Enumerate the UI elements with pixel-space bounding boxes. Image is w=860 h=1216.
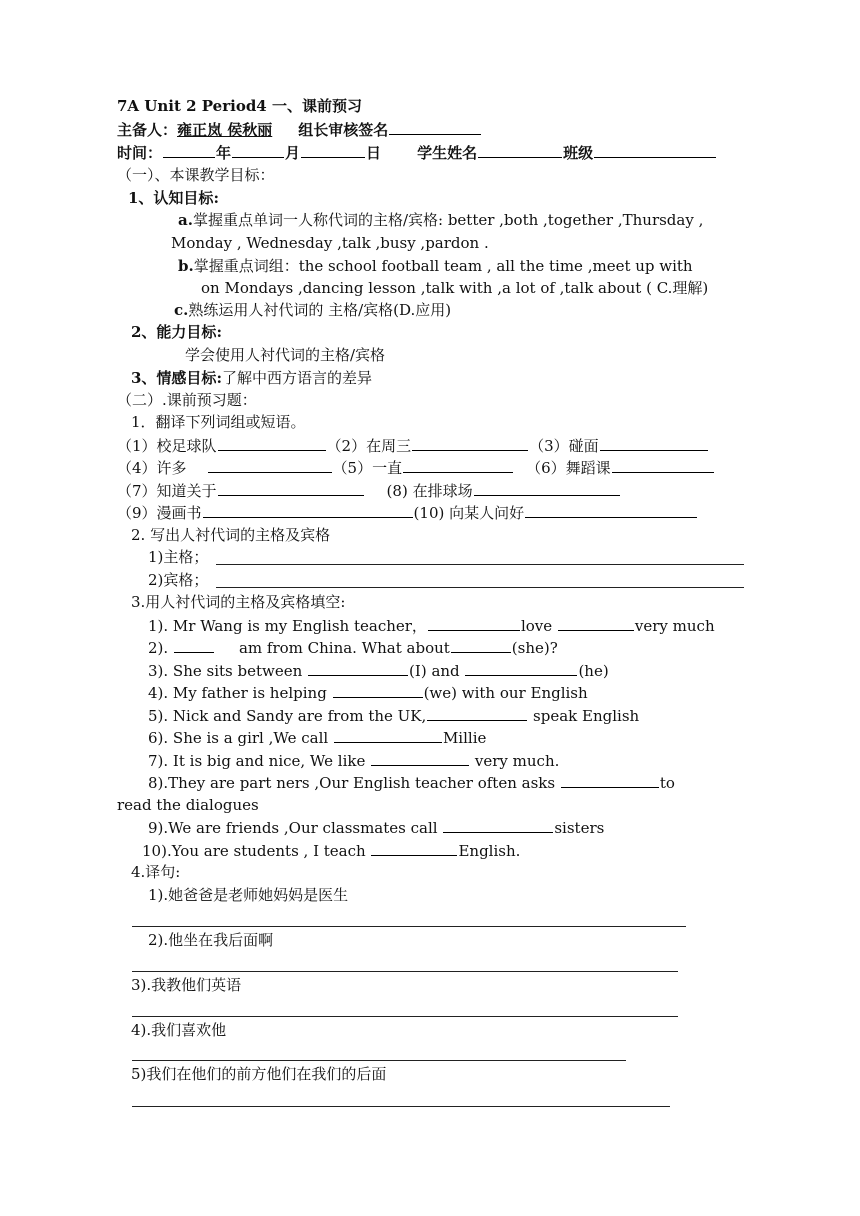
fill-item: 1). Mr Wang is my English teacher， love very much <box>148 617 715 635</box>
sentence-item: 1).她爸爸是老师她妈妈是医生 <box>148 886 349 904</box>
preparer-label: 主备人： <box>117 121 178 139</box>
subject-case-answer-line[interactable] <box>216 564 744 565</box>
goal-a: a.掌握重点单词一人称代词的主格/宾格: better ,both ,together ,Thursday , <box>178 211 704 229</box>
month-label: 月 <box>285 144 301 162</box>
q4-title: 4.译句: <box>131 863 181 881</box>
preview-heading: （二）.课前预习题： <box>117 391 257 409</box>
phrase-row <box>117 435 709 456</box>
goals-heading: （一）、本课教学目标： <box>117 166 275 184</box>
sentence-item: 2).他坐在我后面啊 <box>148 931 274 949</box>
fill-blank[interactable] <box>443 817 553 833</box>
phrase-label: （6）舞蹈课 <box>526 459 611 477</box>
phrase-label: (10) 向某人问好 <box>413 504 525 522</box>
phrase-row <box>117 502 698 523</box>
phrase-blank[interactable] <box>412 435 528 451</box>
fill-blank[interactable] <box>561 772 659 788</box>
preparer-names: 雍正岚 侯秋丽 <box>177 121 273 139</box>
sentence-item: 5)我们在他们的前方他们在我们的后面 <box>131 1065 387 1083</box>
fill-item: 3). She sits between (I) and (he) <box>148 662 609 680</box>
class-blank[interactable] <box>594 142 716 158</box>
phrase-label: （1）校足球队 <box>117 437 217 455</box>
day-label: 日 <box>366 144 382 162</box>
sentence-answer-line[interactable] <box>132 971 678 972</box>
fill-item: 10).You are students , I teach English. <box>142 842 521 860</box>
fill-blank[interactable] <box>333 682 423 698</box>
sentence-answer-line[interactable] <box>132 1016 678 1017</box>
subject-case-label: 1)主格； <box>148 548 209 566</box>
goal-b: b.掌握重点词组：the school football team , all the time ,meet up with <box>178 257 693 275</box>
fill-blank[interactable] <box>558 615 634 631</box>
fill-item: 4). My father is helping (we) with our English <box>148 684 588 702</box>
q3-title: 3.用人衬代词的主格及宾格填空: <box>131 593 346 611</box>
phrase-label: （7）知道关于 <box>117 482 217 500</box>
phrase-blank[interactable] <box>203 502 413 518</box>
fill-item-cont: read the dialogues <box>117 796 259 814</box>
phrase-label: (8) 在排球场 <box>386 482 473 500</box>
phrase-blank[interactable] <box>612 457 714 473</box>
fill-blank[interactable] <box>465 660 577 676</box>
goal-a-cont: Monday , Wednesday ,talk ,busy ,pardon . <box>171 234 489 252</box>
student-label: 学生姓名 <box>417 144 478 162</box>
month-blank[interactable] <box>232 142 284 158</box>
fill-blank[interactable] <box>308 660 408 676</box>
phrase-label: （3）碰面 <box>529 437 599 455</box>
cognitive-goal-label: 1、认知目标: <box>128 189 219 207</box>
sentence-item: 4).我们喜欢他 <box>131 1021 227 1039</box>
phrase-blank[interactable] <box>208 457 332 473</box>
fill-blank[interactable] <box>174 637 214 653</box>
fill-item: 5). Nick and Sandy are from the UK, speak English <box>148 707 640 725</box>
phrase-blank[interactable] <box>474 480 620 496</box>
phrase-blank[interactable] <box>218 435 326 451</box>
object-case-label: 2)宾格； <box>148 571 209 589</box>
preparer-line <box>117 119 482 140</box>
fill-blank[interactable] <box>427 705 527 721</box>
phrase-blank[interactable] <box>403 457 513 473</box>
phrase-blank[interactable] <box>525 502 697 518</box>
phrase-label: （5）一直 <box>332 459 403 477</box>
ability-goal-label: 2、能力目标: <box>131 323 222 341</box>
fill-item: 9).We are friends ,Our classmates call sisters <box>148 819 605 837</box>
phrase-label: （9）漫画书 <box>117 504 202 522</box>
sentence-answer-line[interactable] <box>132 1060 626 1061</box>
fill-item: 6). She is a girl ,We call Millie <box>148 729 487 747</box>
time-line <box>117 142 717 163</box>
goal-c: c.熟练运用人衬代词的 主格/宾格(D.应用) <box>174 301 452 319</box>
object-case-answer-line[interactable] <box>216 587 744 588</box>
year-blank[interactable] <box>163 142 215 158</box>
review-signature-blank[interactable] <box>389 119 481 135</box>
fill-blank[interactable] <box>428 615 520 631</box>
page-title: 7A Unit 2 Period4 一、课前预习 <box>117 97 362 115</box>
sentence-answer-line[interactable] <box>132 1106 670 1107</box>
fill-blank[interactable] <box>451 637 511 653</box>
fill-blank[interactable] <box>371 750 469 766</box>
fill-blank[interactable] <box>371 840 457 856</box>
fill-item: 7). It is big and nice, We like very much. <box>148 752 560 770</box>
phrase-row <box>117 480 621 501</box>
goal-b-cont: on Mondays ,dancing lesson ,talk with ,a lot of ,talk about ( C.理解) <box>201 279 709 297</box>
q2-title: 2. 写出人衬代词的主格及宾格 <box>131 526 331 544</box>
emotion-goal: 3、情感目标:了解中西方语言的差异 <box>131 369 372 387</box>
time-label: 时间： <box>117 144 163 162</box>
fill-blank[interactable] <box>334 727 442 743</box>
day-blank[interactable] <box>301 142 365 158</box>
ability-goal-text: 学会使用人衬代词的主格/宾格 <box>185 346 386 364</box>
review-label: 组长审核签名 <box>298 121 389 139</box>
sentence-answer-line[interactable] <box>132 926 686 927</box>
class-label: 班级 <box>563 144 594 162</box>
phrase-row <box>117 457 715 478</box>
student-name-blank[interactable] <box>478 142 562 158</box>
year-label: 年 <box>216 144 232 162</box>
q1-title: 1．翻译下列词组或短语。 <box>131 413 306 431</box>
fill-item: 8).They are part ners ,Our English teacher often asks to <box>148 774 675 792</box>
phrase-label: （4）许多 <box>117 459 187 477</box>
phrase-blank[interactable] <box>218 480 364 496</box>
phrase-label: （2）在周三 <box>326 437 412 455</box>
sentence-item: 3).我教他们英语 <box>131 976 242 994</box>
phrase-blank[interactable] <box>600 435 708 451</box>
fill-item: 2). am from China. What about (she)? <box>148 639 558 657</box>
